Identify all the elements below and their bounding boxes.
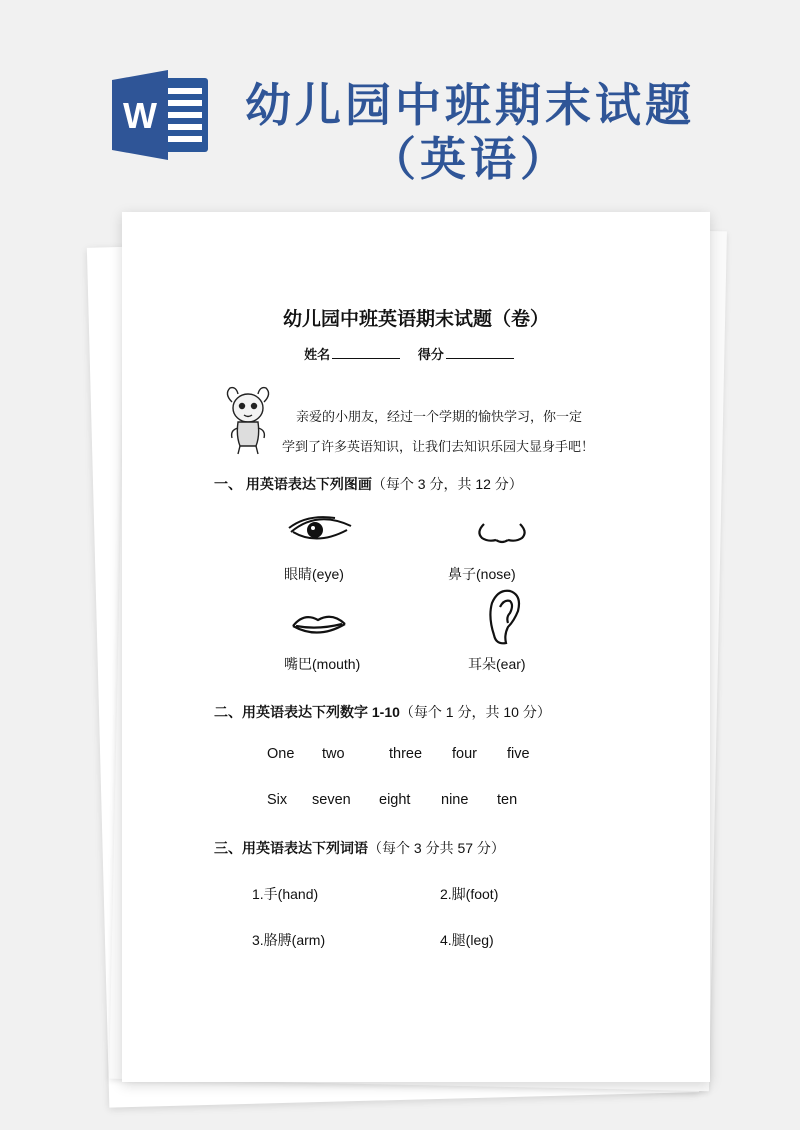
caption-ear: 耳朵(ear) xyxy=(468,656,526,672)
number-word: Six xyxy=(267,792,288,808)
headline-line2: （英语） xyxy=(370,133,570,185)
section3-heading xyxy=(214,838,505,858)
number-word: seven xyxy=(312,792,351,808)
banner-headline xyxy=(230,78,710,186)
score-blank xyxy=(446,346,514,359)
ear-icon xyxy=(484,587,524,647)
section1-points: （每个 3 分，共 12 分） xyxy=(371,476,523,492)
name-score-line xyxy=(122,344,710,363)
document-page xyxy=(122,212,710,1082)
eye-icon xyxy=(287,512,357,546)
goat-mascot-icon xyxy=(222,384,274,456)
number-word: nine xyxy=(441,792,469,808)
section1-title: 用英语表达下列图画 xyxy=(245,476,372,492)
word-item: 3.胳膊(arm) xyxy=(252,932,326,948)
name-blank xyxy=(332,346,400,359)
section3-points: （每个 3 分共 57 分） xyxy=(368,840,505,856)
section1-heading xyxy=(214,474,523,494)
number-word: four xyxy=(452,746,477,762)
word-item: 1.手(hand) xyxy=(252,886,319,902)
number-word: five xyxy=(507,746,530,762)
mouth-icon xyxy=(290,610,348,640)
section2-num: 二、 xyxy=(214,704,242,720)
name-label: 姓名 xyxy=(304,347,331,362)
numbers-row1 xyxy=(267,746,530,762)
section1-num: 一、 xyxy=(214,476,242,492)
section3-title: 用英语表达下列词语 xyxy=(242,840,368,856)
number-word: three xyxy=(389,746,423,762)
number-word: One xyxy=(267,746,295,762)
section2-points: （每个 1 分，共 10 分） xyxy=(399,704,551,720)
logo-letter: W xyxy=(123,95,157,136)
section3-num: 三、 xyxy=(214,840,242,856)
word-logo-icon xyxy=(112,70,212,160)
caption-nose: 鼻子(nose) xyxy=(448,566,516,582)
number-word: ten xyxy=(497,792,518,808)
word-item: 2.脚(foot) xyxy=(440,886,499,902)
banner xyxy=(0,0,800,200)
number-word: two xyxy=(322,746,345,762)
caption-mouth: 嘴巴(mouth) xyxy=(284,656,361,672)
section2-title: 用英语表达下列数字 1-10 xyxy=(242,704,400,720)
number-word: eight xyxy=(379,792,411,808)
headline-line1: 幼儿园中班期末试题 xyxy=(245,79,695,131)
numbers-row2 xyxy=(267,792,517,808)
doc-title: 幼儿园中班英语期末试题（卷） xyxy=(282,309,549,330)
score-label: 得分 xyxy=(417,347,444,362)
word-item: 4.腿(leg) xyxy=(440,932,494,948)
nose-icon xyxy=(474,518,532,548)
section2-heading xyxy=(214,702,551,722)
greeting-line2: 学到了许多英语知识，让我们去知识乐园大显身手吧！ xyxy=(282,439,595,454)
greeting-line1: 亲爱的小朋友，经过一个学期的愉快学习，你一定 xyxy=(296,409,583,424)
greeting-text xyxy=(282,402,612,462)
caption-eye: 眼睛(eye) xyxy=(284,566,344,582)
